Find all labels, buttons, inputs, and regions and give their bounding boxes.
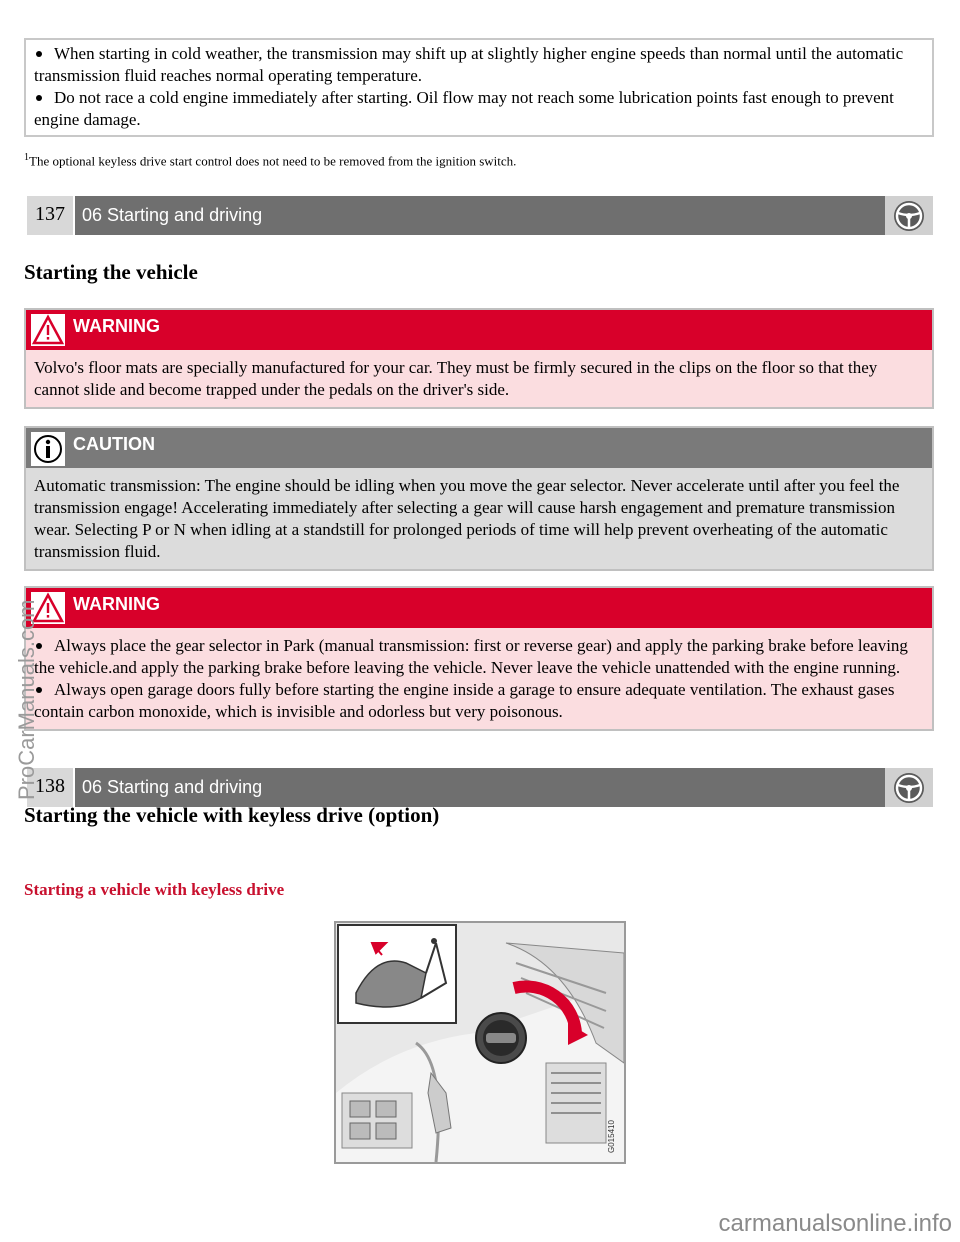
notice-header [26, 428, 932, 468]
section-header [27, 196, 933, 235]
footnote-marker: 1 [24, 152, 29, 163]
list-item [34, 635, 924, 679]
warning-notice [24, 308, 934, 409]
footnote [24, 152, 516, 169]
bottom-watermark: carmanualsonline.info [718, 1210, 952, 1237]
notice-body: Volvo's floor mats are specially manufactured for your car. They must be firmly secured in the clips on the floor so that they cannot slide and become trapped under the pedals on the driver's side. [26, 350, 932, 407]
figure-code: G015410 [607, 1120, 616, 1153]
top-bullet-list [24, 38, 934, 137]
notice-label: CAUTION [73, 434, 155, 454]
notice-header [26, 310, 932, 350]
steering-wheel-icon [885, 196, 933, 235]
list-item-text: Always open garage doors fully before starting the engine inside a garage to ensure adequate ventilation. The exhaust gases contain carbon monoxide, which is invisible and odorless but very poisonous. [34, 680, 895, 721]
page-number: 137 [27, 196, 73, 235]
section-header [27, 768, 933, 807]
bullet-icon [36, 95, 42, 101]
list-item [34, 679, 924, 723]
page-title: Starting the vehicle with keyless drive (option) [24, 803, 440, 827]
list-item-text: When starting in cold weather, the transmission may shift up at slightly higher engine speeds than normal until the automatic transmission fluid reaches normal operating temperature. [34, 44, 904, 85]
bullet-icon [36, 51, 42, 57]
section-subtitle: Starting a vehicle with keyless drive [24, 880, 285, 899]
list-item [34, 87, 924, 131]
notice-body: Automatic transmission: The engine should be idling when you move the gear selector. Never accelerate until after you feel the transmission engage! Accelerating immediately after selecting a gear will cause harsh engagement and premature transmission wear. Selecting P or N when idling at a standstill for prolonged periods of time will help prevent overheating of the automatic transmission fluid. [26, 468, 932, 569]
caution-notice [24, 426, 934, 571]
section-title: 06 Starting and driving [75, 196, 885, 235]
notice-label: WARNING [73, 316, 160, 336]
notice-label: WARNING [73, 594, 160, 614]
side-watermark-text: ProCarManuals.com [14, 599, 39, 800]
list-item-text: Do not race a cold engine immediately after starting. Oil flow may not reach some lubrication points fast enough to prevent engine damage. [34, 88, 894, 129]
steering-wheel-icon [885, 768, 933, 807]
list-item [34, 43, 924, 87]
info-icon [31, 432, 65, 471]
page-title: Starting the vehicle [24, 260, 198, 284]
warning-triangle-icon [31, 314, 65, 351]
notice-body [26, 628, 932, 729]
page-number: 138 [27, 768, 73, 807]
list-item-text: Always place the gear selector in Park (manual transmission: first or reverse gear) and apply the parking brake before leaving the vehicle.and apply the parking brake before leaving the vehicle. Never leave the vehicle unattended with the engine running. [34, 636, 908, 677]
keyless-start-illustration [334, 921, 626, 1164]
side-watermark [0, 560, 39, 800]
footnote-text: The optional keyless drive start control does not need to be removed from the ignition switch. [29, 153, 517, 169]
section-title: 06 Starting and driving [75, 768, 885, 807]
notice-header [26, 588, 932, 628]
warning-notice [24, 586, 934, 731]
